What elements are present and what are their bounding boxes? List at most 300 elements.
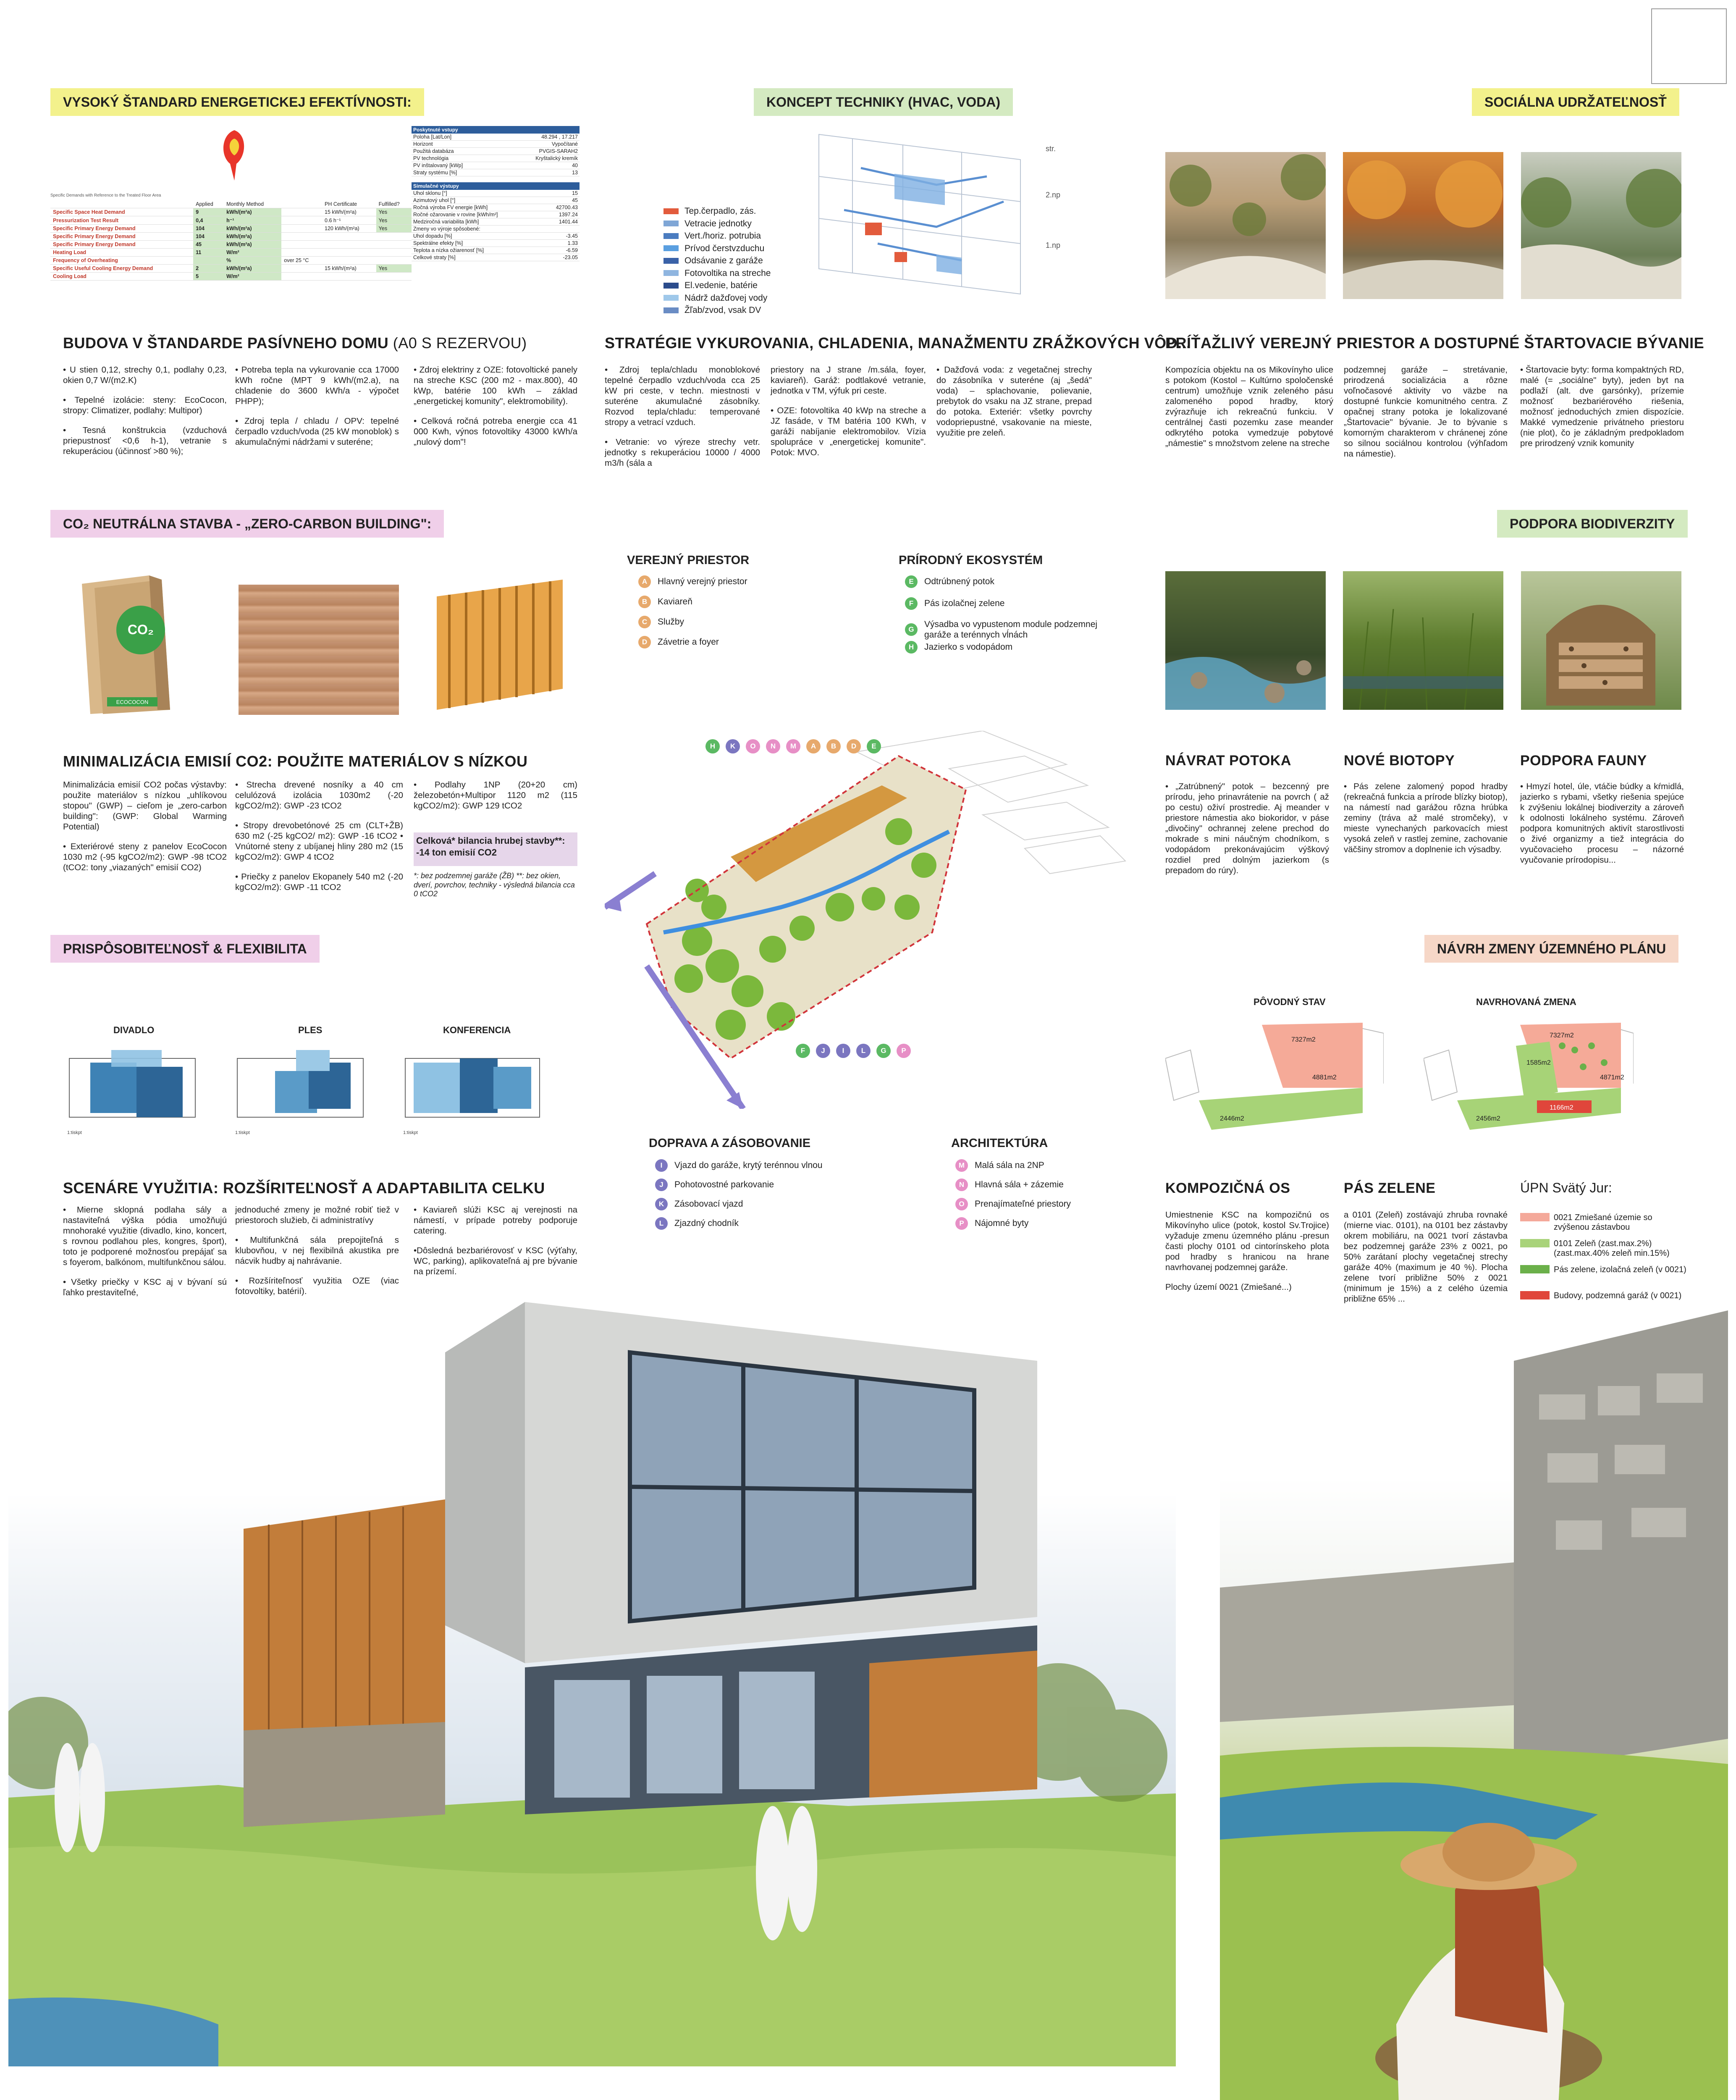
legend-label: Hlavná sála + zázemie — [975, 1180, 1064, 1189]
legend-item — [905, 619, 1117, 640]
flex-col-3 — [414, 1205, 577, 1286]
table-cell: Teplota a nízka ožiarenosť [%] — [412, 247, 542, 254]
table-cell: % — [224, 257, 281, 265]
legend-marker: K — [655, 1198, 668, 1210]
zoning-section-tag: NÁVRH ZMENY ÚZEMNÉHO PLÁNU — [1424, 935, 1678, 963]
paragraph: • Celková ročná potreba energie cca 41 000 Kwh, výnos fotovoltiky 43000 kWh/a „nulový dom"! — [414, 416, 577, 447]
table-cell: 104 — [193, 233, 224, 241]
table-cell: Uhol sklonu [°] — [412, 190, 542, 197]
rammed-earth-wall-image — [239, 585, 399, 715]
original-state-title: PÔVODNÝ STAV — [1253, 997, 1326, 1007]
scenario-label-conference: KONFERENCIA — [443, 1025, 511, 1035]
table-cell: Specific Primary Energy Demand — [50, 225, 193, 233]
table-cell — [322, 249, 376, 257]
legend-marker: E — [905, 575, 918, 588]
flex-col-2 — [235, 1205, 399, 1306]
map-marker: J — [816, 1044, 830, 1058]
zoning-map-original — [1165, 1016, 1384, 1138]
scenario-label-ball: PLES — [298, 1025, 323, 1035]
paragraph: • Strecha drevené nosníky a 40 cm celulózová izolácia 1030m2 (-20 kgCO2/m2): GWP -23 tCO2 — [235, 780, 403, 811]
hvac-legend-item — [663, 267, 815, 280]
table-row — [50, 200, 412, 208]
legend-item — [638, 596, 692, 608]
fauna-support-text: • Hmyzí hotel, úle, vtáčie búdky a kŕmidlá, jazierko s rybami, všetky riešenia spejúce k zvýšeniu lokálnej biodiverzity a zároveň k odolnosti lokálneho systému. Zároveň podpora komunitných aktivít starostlivosti o živé organizmy a tiež integrácia do vyučovacieho procesu – názorné vyučovanie prírodopisu... — [1520, 782, 1684, 865]
table-cell: Ročné ožarovanie v rovine [kWh/m²] — [412, 211, 542, 218]
table-cell — [281, 216, 322, 225]
energy-col-3 — [414, 365, 577, 457]
legend-swatch — [663, 233, 679, 239]
composition-axis-title: KOMPOZIČNÁ OS — [1165, 1180, 1290, 1196]
hvac-legend-item — [663, 242, 815, 255]
paragraph: Minimalizácia emisií CO2 počas výstavby: použite materiálov s nízkou „uhlíkovou stopou" (GWP) – cieľom je „zero-carbon building": (GWP: Global Warming Potential) — [63, 780, 227, 832]
upn-title: ÚPN Svätý Jur: — [1520, 1180, 1612, 1195]
legend-swatch — [663, 208, 679, 214]
paragraph: • Vetranie: vo výreze strechy vetr. jednotky s rekuperáciou 10000 / 4000 m3/h (sála a — [605, 437, 760, 468]
legend-label: Žľab/zvod, vsak DV — [684, 305, 761, 315]
legend-marker: A — [638, 575, 651, 588]
legend-label: 0021 Zmiešané územie so zvýšenou zástavbou — [1554, 1213, 1652, 1232]
table-cell: Specific Primary Energy Demand — [50, 241, 193, 249]
svg-text:2446m2: 2446m2 — [1220, 1115, 1244, 1122]
hvac-legend-item — [663, 255, 815, 267]
svg-text:4871m2: 4871m2 — [1600, 1074, 1624, 1081]
co2-section-tag: CO₂ NEUTRÁLNA STAVBA - „ZERO-CARBON BUILDING": — [50, 510, 444, 538]
energy-col-2 — [235, 365, 399, 457]
woman-in-garden-render — [1220, 1310, 1728, 2100]
table-cell: kWh/(m²a) — [224, 265, 281, 273]
paragraph: • Tesná konštrukcia (vzduchová priepustnosť <0,6 h-1), vetranie s rekuperáciou (účinnosť >80 %); — [63, 425, 227, 456]
table-cell: PV technológia — [412, 155, 502, 162]
table-cell: PVGIS-SARAH2 — [502, 148, 580, 155]
paragraph: • U stien 0,12, strechy 0,1, podlahy 0,23, okien 0,7 W/(m2.K) — [63, 365, 227, 385]
legend-marker: C — [638, 616, 651, 628]
table-cell: Specific Useful Cooling Energy Demand — [50, 265, 193, 273]
paragraph: •Dôsledná bezbariérovosť v KSC (výťahy, WC, parking), aplikovateľná aj pre bývanie na prízemí. — [414, 1246, 577, 1276]
paragraph: • Zdroj tepla/chladu monoblokové tepelné čerpadlo vzduch/voda cca 25 kW pri ceste, v techn. miestnosti v suteréne akumulačné zásobníky. Rozvod tepla/chladu: temperované stropy a vetrací vzduch. — [605, 365, 760, 427]
paragraph: • Všetky priečky v KSC aj v bývaní sú ľahko prestaviteľné, — [63, 1277, 227, 1297]
table-row — [50, 249, 412, 257]
hvac-section-tag: KONCEPT TECHNIKY (HVAC, VODA) — [754, 88, 1013, 116]
legend-label: 0101 Zeleň (zast.max.2%) (zast.max.40% zeleň min.15%) — [1554, 1239, 1670, 1258]
paragraph: • Mierne sklopná podlaha sály a nastaviteľná výška pódia umožňujú mnohoraké využitie (divadlo, kino, koncert, s rovnou podlahou ples, kongres, šport), toto je podporené možnosťou prepájať sa s foyerom, balkónom, multifunkčnou sálou. — [63, 1205, 227, 1267]
svg-text:2.np: 2.np — [1046, 191, 1061, 199]
legend-swatch — [663, 245, 679, 251]
table-row — [50, 273, 412, 281]
map-marker: P — [897, 1044, 911, 1058]
svg-text:1585m2: 1585m2 — [1526, 1059, 1551, 1066]
legend-item — [655, 1217, 739, 1230]
legend-label: Závetrie a foyer — [658, 637, 719, 647]
table-cell: 15 — [542, 190, 580, 197]
paragraph: • Stropy drevobetónové 25 cm (CLT+ŽB) 630 m2 (-25 kgCO2/ m2): GWP -16 tCO2 • Vnútorné steny z ubíjanej hliny 280 m2 (15 kgCO2/m2): GWP 4 tCO2 — [235, 821, 403, 862]
legend-marker: H — [905, 641, 918, 654]
table-cell: Zmeny vo výroje spôsobené: — [412, 226, 542, 233]
legend-label: Malá sála na 2NP — [975, 1160, 1044, 1170]
social-col-1: Kompozícia objektu na os Mikovínyho ulice s potokom (Kostol – Kultúrno spoločenské centrum) umožňuje vznik zeleného pásu zalomeného popod hradby, ktorý zvýrazňuje ich rekreačnú funkciu. V centrálnej časti pozemku zase meander odkrytého potoka vymedzuje pobytové „námestie" s množstvom zelene na streche — [1165, 365, 1333, 448]
co2-col-3 — [414, 780, 577, 820]
legend-label: Hlavný verejný priestor — [658, 577, 747, 586]
green-strip-title: PÁS ZELENE — [1344, 1180, 1436, 1196]
composition-axis-text: Umiestnenie KSC na kompozičnú os Mikovínyho ulice (potok, kostol Sv.Trojice) vyžaduje zmenu územného plánu -presun časti plochy 0101 od cintorínskeho plota pod hradby s hranicou na hrane navrhovanej podzemnej garáže. Plochy území 0021 (Zmiešané...) — [1165, 1210, 1329, 1292]
legend-label: Odtrúbnený potok — [924, 577, 994, 586]
table-row — [412, 233, 580, 240]
table-row — [50, 233, 412, 241]
table-cell — [322, 233, 376, 241]
legend-item — [655, 1179, 774, 1191]
table-cell — [322, 273, 376, 281]
map-marker: L — [856, 1044, 871, 1058]
table-cell: Fulfilled? — [376, 200, 412, 208]
table-cell: Horizont — [412, 141, 502, 148]
table-cell: kWh/(m²a) — [224, 233, 281, 241]
co2-heading: MINIMALIZÁCIA EMISIÍ CO2: POUŽITE MATERIÁLOV S NÍZKOU — [63, 753, 528, 770]
table-row — [50, 225, 412, 233]
legend-marker: F — [905, 597, 918, 610]
table-cell: Yes — [376, 216, 412, 225]
table-cell: W/m² — [224, 249, 281, 257]
legend-item — [638, 616, 684, 628]
svg-text:1:tiskpt: 1:tiskpt — [235, 1130, 250, 1135]
hvac-col-1 — [605, 365, 760, 478]
table-cell: 120 kWh/(m²a) — [322, 225, 376, 233]
table-cell: 1397.24 — [542, 211, 580, 218]
table-cell: Poloha [Lat/Lon] — [412, 134, 502, 141]
table-cell: 9 — [193, 208, 224, 216]
table-cell — [322, 241, 376, 249]
table-cell: 1.33 — [542, 240, 580, 247]
legend-label: Jazierko s vodopádom — [924, 642, 1013, 652]
table-row — [412, 204, 580, 211]
svg-text:CO₂: CO₂ — [127, 622, 154, 637]
architecture-title: ARCHITEKTÚRA — [951, 1137, 1048, 1150]
legend-item — [655, 1198, 743, 1210]
table-cell: W/m² — [224, 273, 281, 281]
table-cell: Specific Primary Energy Demand — [50, 233, 193, 241]
hvac-legend-item — [663, 304, 815, 317]
svg-text:4881m2: 4881m2 — [1312, 1074, 1337, 1081]
map-marker: K — [726, 739, 740, 753]
hvac-heading: STRATÉGIE VYKUROVANIA, CHLADENIA, MANAŽMENTU ZRÁŽKOVÝCH VÔD... — [605, 334, 1191, 352]
legend-label: Odsávanie z garáže — [684, 256, 763, 265]
paragraph: • Zdroj elektriny z OZE: fotovoltické panely na streche KSC (200 m2 - max.800), 40 kWp, batérie 100 kWh – základ „energetickej komunity", elektromobility). — [414, 365, 577, 406]
co2-col-2 — [235, 780, 403, 902]
upn-legend-item — [1520, 1265, 1688, 1275]
map-marker: D — [847, 739, 861, 753]
table-cell: 104 — [193, 225, 224, 233]
page-number-box — [1651, 8, 1727, 84]
scenario-label-theatre: DIVADLO — [113, 1025, 155, 1035]
table-cell: -3.45 — [542, 233, 580, 240]
table-cell: Specific Space Heat Demand — [50, 208, 193, 216]
legend-swatch — [663, 258, 679, 264]
clt-timber-structure-image — [424, 571, 575, 718]
legend-marker: B — [638, 596, 651, 608]
table-cell: Medziročná variabilita [kWh] — [412, 218, 542, 226]
stream-return-text: • „Zatrúbnený" potok – bezcenný pre prírodu, jeho prinavrátenie na povrch ( až po cestu) oživí prostredie. Aj meander v priestore námestia ako biokoridor, v páse „divočiny" ochrannej zelene prechod do mokrade s mini náučným chodníkom, s vodopádom prekonávajúcim výškový rozdiel pred dolným jazierkom (s prepadom do rúry). — [1165, 782, 1329, 875]
table-cell: Cooling Load — [50, 273, 193, 281]
park-photo-3 — [1521, 152, 1681, 299]
legend-marker: N — [955, 1179, 968, 1191]
table-cell: 42700.43 — [542, 204, 580, 211]
upn-legend-item — [1520, 1213, 1688, 1232]
flex-col-1 — [63, 1205, 227, 1307]
table-cell — [376, 257, 412, 265]
wetland-photo — [1343, 571, 1503, 710]
map-marker: O — [746, 739, 760, 753]
table-row — [50, 216, 412, 225]
phpp-table: Specific Demands with Reference to the Treated Floor Area Applied Monthly Method PH Certificate Fulfilled? Specific Space Heat Demand 9 kWh/(m²a) 15 kWh/(m²a) Yes Pressurization Test Result 0,4 h⁻¹ 0.6 h⁻¹ Yes Specific Primary Energy Demand 104 kWh/(m²a) 120 kWh/(m²a) Yes Specific Primary Energy Demand 104 kWh/(m²a) Specific Primary Energy Demand 45 kWh/(m²a) Heating Load 11 W/m² Frequency of Overheating % over 25 °C Specific Useful Cooling Energy Demand 2 kWh/(m²a) 15 kWh/(m²a) Yes Cooling Load 5 W/m² — [50, 193, 412, 319]
table-cell: Yes — [376, 208, 412, 216]
table-cell: PV inštalovaný [kWp] — [412, 162, 502, 169]
table-row — [412, 240, 580, 247]
co2-balance-box: Celková* bilancia hrubej stavby**: -14 ton emisií CO2 — [414, 832, 577, 866]
map-marker: M — [786, 739, 800, 753]
legend-marker: J — [655, 1179, 668, 1191]
svg-text:ECOCOCON: ECOCOCON — [116, 699, 149, 705]
svg-text:1.np: 1.np — [1046, 241, 1061, 249]
legend-marker: O — [955, 1198, 968, 1210]
map-marker: H — [705, 739, 720, 753]
table-cell: 11 — [193, 249, 224, 257]
table-cell: -23.05 — [542, 254, 580, 261]
legend-label: Pás izolačnej zelene — [924, 598, 1005, 608]
table-row — [412, 226, 580, 233]
map-marker: A — [806, 739, 821, 753]
legend-swatch — [1520, 1239, 1550, 1247]
park-photo-2 — [1343, 152, 1503, 299]
table-cell — [376, 249, 412, 257]
legend-marker: I — [655, 1159, 668, 1172]
map-marker: E — [867, 739, 881, 753]
table-cell — [281, 200, 322, 208]
table-cell: 5 — [193, 273, 224, 281]
table-row — [412, 169, 580, 176]
legend-label: Fotovoltika na streche — [684, 268, 771, 278]
hvac-legend-item — [663, 218, 815, 230]
table-cell: 40 — [502, 162, 580, 169]
upn-legend-item — [1520, 1239, 1688, 1258]
social-heading: PRÍŤAŽLIVÝ VEREJNÝ PRIESTOR A DOSTUPNÉ ŠTARTOVACIE BÝVANIE — [1165, 334, 1705, 352]
legend-label: El.vedenie, batérie — [684, 281, 758, 290]
map-marker: F — [796, 1044, 810, 1058]
upn-legend-item — [1520, 1291, 1688, 1301]
table-row — [412, 162, 580, 169]
table-cell: Kryštalický kremík — [502, 155, 580, 162]
table-cell — [281, 273, 322, 281]
legend-label: Zásobovací vjazd — [674, 1199, 743, 1209]
hvac-legend — [663, 205, 815, 317]
legend-swatch — [663, 295, 679, 301]
table-cell — [542, 226, 580, 233]
legend-label: Nádrž dažďovej vody — [684, 293, 768, 303]
zoning-map-proposed — [1424, 1016, 1634, 1138]
scenario-plan-ball — [233, 1046, 384, 1138]
map-marker: I — [836, 1044, 850, 1058]
table-cell: Spektrálne efekty [%] — [412, 240, 542, 247]
scenario-plan-conference — [401, 1046, 561, 1138]
table-cell: h⁻¹ — [224, 216, 281, 225]
legend-label: Pás zelene, izolačná zeleň (v 0021) — [1554, 1265, 1686, 1274]
stream-return-title: NÁVRAT POTOKA — [1165, 753, 1291, 769]
legend-swatch — [1520, 1291, 1550, 1299]
table-cell: 15 kWh/(m²a) — [322, 265, 376, 273]
legend-label: Tep.čerpadlo, zás. — [684, 206, 756, 216]
map-marker: B — [826, 739, 841, 753]
legend-label: Služby — [658, 617, 684, 627]
table-cell — [193, 257, 224, 265]
map-marker: G — [876, 1044, 891, 1058]
table-row — [50, 241, 412, 249]
passive-house-logo — [218, 126, 251, 185]
legend-swatch — [1520, 1265, 1550, 1273]
svg-text:1166m2: 1166m2 — [1550, 1104, 1573, 1111]
paragraph: • Zdroj tepla / chladu / OPV: tepelné čerpadlo vzduch/voda (25 kW monoblok) s akumulačnými nádržami v suteréne; — [235, 416, 399, 447]
legend-label: Kaviareň — [658, 597, 692, 606]
legend-swatch — [663, 270, 679, 276]
legend-swatch — [663, 220, 679, 226]
table-cell: 45 — [542, 197, 580, 204]
legend-item — [955, 1179, 1064, 1191]
table-cell: Azimutový uhol [°] — [412, 197, 542, 204]
hvac-col-2 — [771, 365, 926, 467]
paragraph: • Multifunkčná sála prepojiteľná s klubovňou, v nej flexibilná akustika pre nácvik hudby aj nahrávanie. — [235, 1235, 399, 1266]
energy-col-1 — [63, 365, 227, 466]
svg-text:7327m2: 7327m2 — [1291, 1036, 1316, 1043]
table-row — [412, 134, 580, 141]
table-row — [412, 197, 580, 204]
legend-marker: L — [655, 1217, 668, 1230]
table-cell: 48.294 , 17.217 — [502, 134, 580, 141]
ecococon-panel-image — [73, 571, 220, 718]
table-cell: Ročná výroba FV energie [kWh] — [412, 204, 542, 211]
svg-text:1:tiskpt: 1:tiskpt — [67, 1130, 82, 1135]
fauna-support-title: PODPORA FAUNY — [1520, 753, 1647, 769]
table-cell: Yes — [376, 225, 412, 233]
hvac-col-3 — [936, 365, 1092, 447]
legend-label: Vjazd do garáže, krytý terénnou vlnou — [674, 1160, 823, 1170]
paragraph: • OZE: fotovoltika 40 kWp na streche a JZ fasáde, v TM batéria 100 KWh, v garáži nabíjanie elektromobilov. Vízia spolupráce v „energetickej komunite". Potok: MVO. — [771, 406, 926, 457]
social-col-3: • Štartovacie byty: forma kompaktných RD, malé (= „sociálne" byty), jeden byt na podlaží (alt. dve garsónky), prízemie možnosť bezbariérového riešenia, možnosť jednoduchých zmien dispozície. Makké vymedzenie privátneho priestoru (nie plot), čo je základným predpokladom pre prirodzený vznik komunity — [1520, 365, 1684, 448]
table-cell: 45 — [193, 241, 224, 249]
legend-marker: D — [638, 636, 651, 648]
table-cell: Celkové straty [%] — [412, 254, 542, 261]
svg-text:2456m2: 2456m2 — [1476, 1115, 1500, 1122]
table-cell — [376, 273, 412, 281]
hvac-legend-item — [663, 292, 815, 304]
table-cell: Použitá databáza — [412, 148, 502, 155]
paragraph: • Rozšíriteľnosť využitia OZE (viac fotovoltiky, batérií). — [235, 1276, 399, 1296]
legend-label: Nájomné byty — [975, 1218, 1029, 1228]
legend-label: Vetracie jednotky — [684, 218, 752, 228]
table-cell: Yes — [376, 265, 412, 273]
table-row — [412, 155, 580, 162]
table-cell — [281, 265, 322, 273]
table-cell: Vypočítané — [502, 141, 580, 148]
legend-item — [955, 1159, 1044, 1172]
co2-col-1 — [63, 780, 227, 882]
energy-heading: BUDOVA V ŠTANDARDE PASÍVNEHO DOMU (A0 S REZERVOU) — [63, 334, 527, 352]
table-cell: Straty systému [%] — [412, 169, 502, 176]
table-cell — [281, 233, 322, 241]
table-cell — [281, 225, 322, 233]
table-cell — [322, 257, 376, 265]
legend-label: Pohotovostné parkovanie — [674, 1180, 774, 1189]
legend-item — [638, 636, 719, 648]
energy-section-tag: VYSOKÝ ŠTANDARD ENERGETICKEJ EFEKTÍVNOSTI: — [50, 88, 424, 116]
table-cell: Monthly Method — [224, 200, 281, 208]
table-cell: Frequency of Overheating — [50, 257, 193, 265]
table-cell: 0.6 h⁻¹ — [322, 216, 376, 225]
table-cell — [281, 249, 322, 257]
legend-marker: G — [905, 623, 918, 636]
table-row — [412, 211, 580, 218]
table-row — [50, 257, 412, 265]
paragraph: • Tepelné izolácie: steny: EcoCocon, stropy: Climatizer, podlahy: Multipor) — [63, 395, 227, 415]
table-cell: over 25 °C — [281, 257, 322, 265]
legend-swatch — [1520, 1213, 1550, 1221]
legend-item — [905, 575, 994, 588]
paragraph: • Dažďová voda: z vegetačnej strechy do zásobníka v suteréne (aj „šedá" voda) – splachovanie, polievanie, prebytok do vsaku na JZ strane, prepad do potoka. Exteriér: všetky povrchy vodopriepustné, vsakovanie na mieste, využitie pre zeleň. — [936, 365, 1092, 438]
legend-label: Budovy, podzemná garáž (v 0021) — [1554, 1291, 1682, 1300]
svg-text:str.: str. — [1046, 144, 1056, 153]
table-cell: Heating Load — [50, 249, 193, 257]
nature-title: PRÍRODNÝ EKOSYSTÉM — [899, 554, 1043, 567]
public-space-title: VEREJNÝ PRIESTOR — [627, 554, 750, 567]
table-row — [412, 247, 580, 254]
hvac-legend-item — [663, 205, 815, 218]
svg-text:1:tiskpt: 1:tiskpt — [403, 1130, 418, 1135]
legend-label: Prenajímateľné priestory — [975, 1199, 1071, 1209]
table-cell: PH Certificate — [322, 200, 376, 208]
table-cell: kWh/(m²a) — [224, 225, 281, 233]
legend-label: Výsadba vo vypustenom module podzemnej garáže a terénnych vĺnách — [924, 620, 1098, 640]
legend-marker: M — [955, 1159, 968, 1172]
hvac-legend-item — [663, 230, 815, 242]
svg-text:7327m2: 7327m2 — [1550, 1032, 1574, 1039]
paragraph: • Exteriérové steny z panelov EcoCocon 1030 m2 (-95 kgCO2/m2): GWP -98 tCO2 (tCO2: tony „viazaných" emisií CO2) — [63, 842, 227, 872]
table-row — [412, 141, 580, 148]
map-marker: N — [766, 739, 780, 753]
paragraph: • Priečky z panelov Ekopanely 540 m2 (-20 kgCO2/m2): GWP -11 tCO2 — [235, 872, 403, 892]
legend-swatch — [663, 307, 679, 313]
table-row — [412, 254, 580, 261]
legend-item — [955, 1217, 1028, 1230]
table-cell: kWh/(m²a) — [224, 208, 281, 216]
co2-footnote: *: bez podzemnej garáže (ŽB) **: bez okien, dverí, povrchov, techniky - výsledná bilancia cca 0 tCO2 — [414, 872, 575, 898]
legend-item — [655, 1159, 823, 1172]
insect-hotel-photo — [1521, 571, 1681, 710]
legend-item — [905, 597, 1004, 610]
table-cell — [376, 241, 412, 249]
stream-photo — [1165, 571, 1326, 710]
social-section-tag: SOCIÁLNA UDRŽATEĽNOSŤ — [1472, 88, 1679, 116]
green-strip-text: a 0101 (Zeleň) zostávajú zhruba rovnaké (mierne viac. 0101), na 0101 bez zástavby okrem mobiliáru, na 0021 tvorí zástavba bez podzemnej garáže 23% z 0021, po 50% zarátaní plochy vegetačnej strechy garáže 40% (maximum je 40 %). Plocha zelene tvorí približne 50% z 0021 (minimum je 15%) a z celého územia približne 65% ... — [1344, 1210, 1508, 1304]
paragraph: • Kaviareň slúži KSC aj verejnosti na námestí, v prípade potreby podporuje catering. — [414, 1205, 577, 1236]
proposed-change-title: NAVRHOVANÁ ZMENA — [1476, 997, 1576, 1007]
legend-label: Zjazdný chodník — [674, 1218, 739, 1228]
table-row — [412, 218, 580, 226]
table-cell: Pressurization Test Result — [50, 216, 193, 225]
legend-marker: P — [955, 1217, 968, 1230]
paragraph: • Podlahy 1NP (20+20 cm) železobetón+Multipor 1120 m2 (115 kgCO2/m2): GWP 129 tCO2 — [414, 780, 577, 811]
biodiversity-section-tag: PODPORA BIODIVERZITY — [1497, 510, 1688, 538]
paragraph: • Potreba tepla na vykurovanie cca 17000 kWh ročne (MPT 9 kWh/(m2.a), na chladenie do 3600 kWh/a - výpočet PHPP); — [235, 365, 399, 406]
table-cell: 1401.44 — [542, 218, 580, 226]
table-cell — [376, 233, 412, 241]
paragraph: jednoduché zmeny je možné robiť tiež v priestoroch služieb, či administratívy — [235, 1205, 399, 1225]
hvac-legend-item — [663, 279, 815, 292]
table-row — [412, 190, 580, 197]
